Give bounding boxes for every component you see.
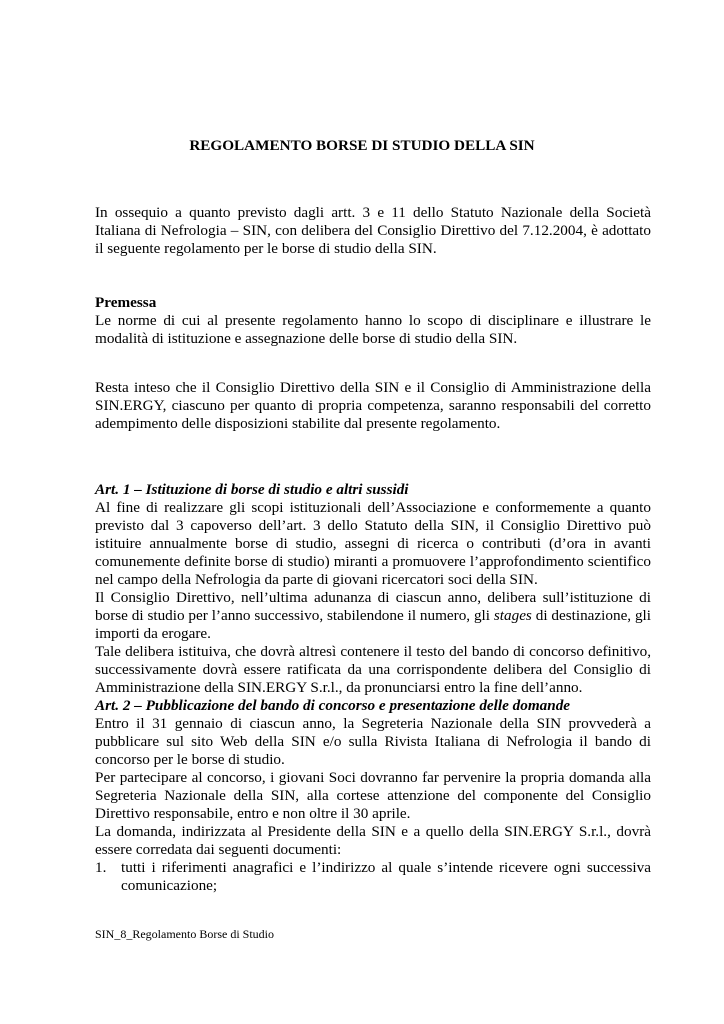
art1-paragraph-2 [95, 589, 651, 643]
art1-paragraph-1: Al fine di realizzare gli scopi istituzionali dell’Associazione e conformemente a quanto previsto dal 3 capoverso dell’art. 3 dello Statuto della SIN, il Consiglio Direttivo può istituire annualmente borse di studio, assegni di ricerca o contributi (d’ora in avanti comunemente definite borse di studio) miranti a promuovere l’approfondimento scientifico nel campo della Nefrologia da parte di giovani ricercatori soci della SIN. [95, 499, 651, 588]
art1-p2-italic: stages [493, 607, 532, 624]
art1-paragraph-3: Tale delibera istituiva, che dovrà altresì contenere il testo del bando di concorso definitivo, successivamente dovrà essere ratificata da una corrispondente delibera del Consiglio di Amministrazione della SIN.ERGY S.r.l., da pronunciarsi entro la fine dell’anno. [95, 643, 651, 696]
premessa-section [95, 294, 651, 348]
art1-heading: Art. 1 – Istituzione di borse di studio e altri sussidi [95, 481, 409, 498]
list-item-number: 1. [95, 859, 107, 876]
premessa-responsibility-paragraph [95, 379, 651, 433]
art2-section [95, 697, 651, 895]
premessa-text: Le norme di cui al presente regolamento hanno lo scopo di disciplinare e illustrare le modalità di istituzione e assegnazione delle borse di studio della SIN. [95, 312, 651, 347]
intro-text: In ossequio a quanto previsto dagli artt. 3 e 11 dello Statuto Nazionale della Società Italiana di Nefrologia – SIN, con delibera del Consiglio Direttivo del 7.12.2004, è adottato il seguente regolamento per le borse di studio della SIN. [95, 204, 651, 257]
art2-heading: Art. 2 – Pubblicazione del bando di concorso e presentazione delle domande [95, 697, 571, 714]
art2-paragraph-2: Per partecipare al concorso, i giovani Soci dovranno far pervenire la propria domanda alla Segreteria Nazionale della SIN, alla cortese attenzione del componente del Consiglio Direttivo responsabile, entro e non oltre il 30 aprile. [95, 769, 651, 822]
art1-section [95, 481, 651, 697]
art1-p2-start: Il Consiglio Direttivo, nell’ultima adunanza di ciascun anno, delibera sull’istituzione di borse di studio per l’anno successivo, stabilendone il numero, gli [95, 589, 651, 624]
art1-p2-end: di destinazione, gli importi da erogare. [95, 607, 652, 642]
art2-paragraph-1: Entro il 31 gennaio di ciascun anno, la Segreteria Nazionale della SIN provvederà a pubblicare sul sito Web della SIN e/o sulla Rivista Italiana di Nefrologia il bando di concorso per le borse di studio. [95, 715, 651, 768]
list-item-text: tutti i riferimenti anagrafici e l’indirizzo al quale s’intende ricevere ogni successiva comunicazione; [121, 859, 651, 894]
list-item [95, 859, 651, 895]
document-title: REGOLAMENTO BORSE DI STUDIO DELLA SIN [189, 137, 535, 154]
premessa-heading: Premessa [95, 294, 157, 311]
intro-paragraph [95, 204, 651, 258]
page-footer: SIN_8_Regolamento Borse di Studio [95, 927, 274, 941]
art2-paragraph-3: La domanda, indirizzata al Presidente della SIN e a quello della SIN.ERGY S.r.l., dovrà essere corredata dai seguenti documenti: [95, 823, 651, 858]
premessa-text-2: Resta inteso che il Consiglio Direttivo della SIN e il Consiglio di Amministrazione della SIN.ERGY, ciascuno per quanto di propria competenza, saranno responsabili del corretto adempimento delle disposizioni stabilite dal presente regolamento. [95, 379, 651, 432]
